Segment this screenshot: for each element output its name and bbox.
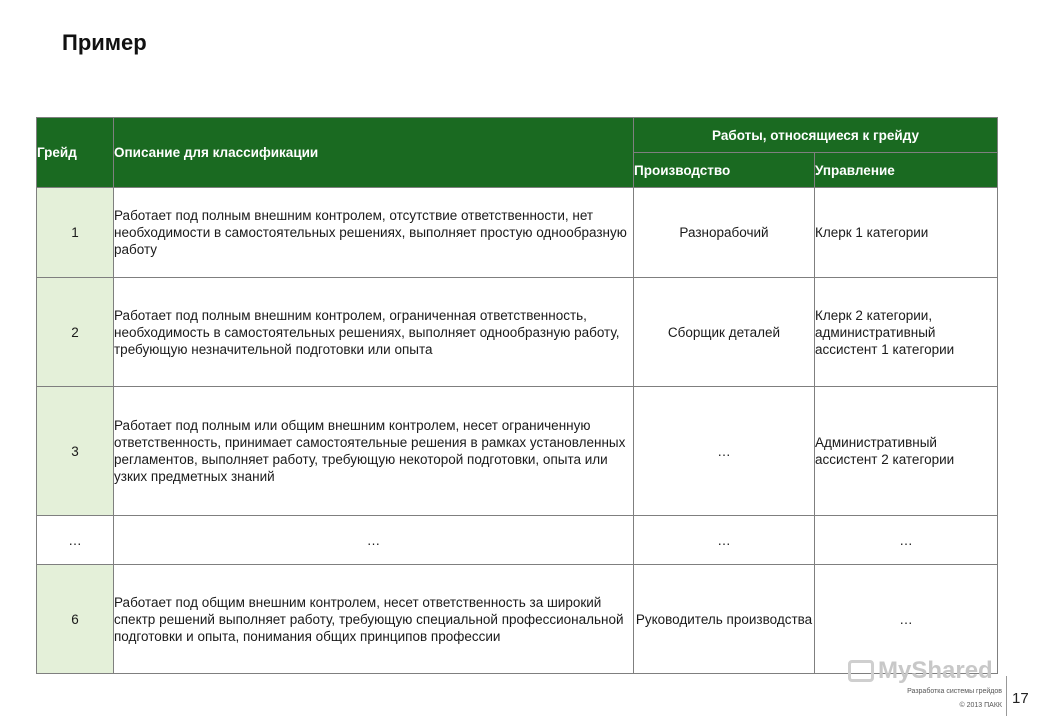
table-row xyxy=(37,516,998,565)
footer-note: Разработка системы грейдов xyxy=(907,688,1002,695)
management-cell: … xyxy=(815,565,998,674)
description-cell: Работает под полным внешним контролем, отсутствие ответственности, нет необходимости в самостоятельных решениях, выполняет простую однообразную работу xyxy=(114,188,634,278)
production-cell: Сборщик деталей xyxy=(634,278,815,387)
grade-cell: 3 xyxy=(37,387,114,516)
table-row xyxy=(37,278,998,387)
header-description: Описание для классификации xyxy=(114,118,634,188)
grade-cell: 1 xyxy=(37,188,114,278)
footer-divider xyxy=(1006,676,1007,716)
management-cell: Клерк 1 категории xyxy=(815,188,998,278)
footer-copyright: © 2013 ПАКК xyxy=(959,702,1002,709)
description-cell: Работает под полным или общим внешним контролем, несет ограниченную ответственность, принимает самостоятельные решения в рамках установленных регламентов, выполняет работу, требующую некоторой подготовки, опыта или узких предметных знаний xyxy=(114,387,634,516)
table-row xyxy=(37,188,998,278)
production-cell: Разнорабочий xyxy=(634,188,815,278)
brand-watermark: MyShared xyxy=(848,657,1008,687)
production-cell: Руководитель производства xyxy=(634,565,815,674)
description-cell: Работает под полным внешним контролем, ограниченная ответственность, необходимость в самостоятельных решениях, выполняет однообразную работу, требующую незначительной подготовки или опыта xyxy=(114,278,634,387)
management-cell: Клерк 2 категории, административный ассистент 1 категории xyxy=(815,278,998,387)
production-cell: … xyxy=(634,516,815,565)
production-cell: … xyxy=(634,387,815,516)
management-cell: … xyxy=(815,516,998,565)
description-cell: … xyxy=(114,516,634,565)
table-row xyxy=(37,387,998,516)
grade-table xyxy=(36,117,998,674)
management-cell: Административный ассистент 2 категории xyxy=(815,387,998,516)
header-management: Управление xyxy=(815,153,998,188)
grade-cell: 6 xyxy=(37,565,114,674)
header-production: Производство xyxy=(634,153,815,188)
header-grade: Грейд xyxy=(37,118,114,188)
header-row xyxy=(37,118,998,153)
grade-cell: … xyxy=(37,516,114,565)
page-title: Пример xyxy=(62,30,147,55)
page-number: 17 xyxy=(1012,690,1029,707)
grade-cell: 2 xyxy=(37,278,114,387)
description-cell: Работает под общим внешним контролем, несет ответственность за широкий спектр решений выполняет работу, требующую специальной профессиональной подготовки и опыта, понимания общих принципов профессии xyxy=(114,565,634,674)
header-jobs: Работы, относящиеся к грейду xyxy=(634,118,998,153)
brand-logo-icon xyxy=(848,660,874,682)
